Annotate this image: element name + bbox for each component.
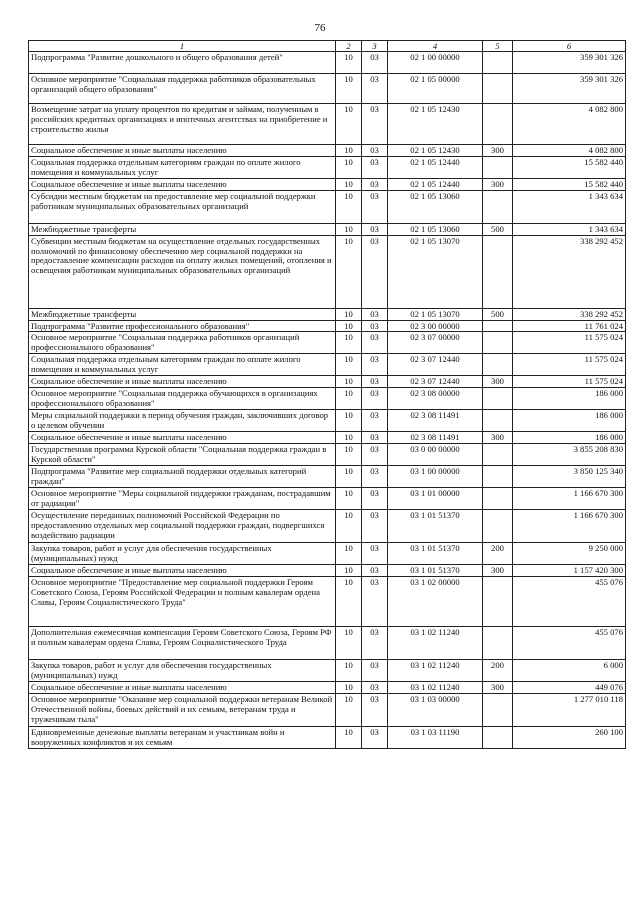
row-name: Субсидии местным бюджетам на предоставление мер социальной поддержки работникам муниципальных образовательных организаций <box>29 190 336 223</box>
row-amount: 15 582 440 <box>513 178 626 190</box>
row-subsection: 03 <box>362 726 388 748</box>
row-expense-type <box>483 726 513 748</box>
row-section: 10 <box>336 410 362 432</box>
row-amount: 455 076 <box>513 577 626 627</box>
row-name: Меры социальной поддержки в период обучения граждан, заключивших договор о целевом обучении <box>29 410 336 432</box>
row-name: Дополнительная ежемесячная компенсация Героям Советского Союза, Героям РФ и полным кавалерам ордена Славы, Героям Социалистического Труда <box>29 627 336 660</box>
header-col-section: 2 <box>336 41 362 52</box>
row-name: Подпрограмма "Развитие мер социальной поддержки отдельных категорий граждан" <box>29 466 336 488</box>
row-section: 10 <box>336 178 362 190</box>
row-section: 10 <box>336 432 362 444</box>
table-row <box>29 308 626 320</box>
table-row <box>29 510 626 543</box>
row-expense-type <box>483 488 513 510</box>
row-item-code: 02 3 08 00000 <box>388 388 483 410</box>
row-expense-type <box>483 332 513 354</box>
row-subsection: 03 <box>362 178 388 190</box>
row-name: Основное мероприятие "Предоставление мер социальной поддержки Героям Советского Союза, Героям Российской Федерации и полным кавалерам ордена Славы, Героям Социалистического Труда" <box>29 577 336 627</box>
row-subsection: 03 <box>362 235 388 308</box>
row-subsection: 03 <box>362 52 388 74</box>
row-item-code: 02 1 05 13070 <box>388 308 483 320</box>
row-item-code: 02 1 05 13060 <box>388 190 483 223</box>
row-item-code: 03 1 03 11190 <box>388 726 483 748</box>
row-section: 10 <box>336 488 362 510</box>
table-row <box>29 432 626 444</box>
table-row <box>29 488 626 510</box>
row-item-code: 02 1 05 00000 <box>388 74 483 104</box>
row-item-code: 03 1 00 00000 <box>388 466 483 488</box>
header-col-item: 4 <box>388 41 483 52</box>
table-row <box>29 466 626 488</box>
row-amount: 1 166 670 300 <box>513 488 626 510</box>
row-subsection: 03 <box>362 354 388 376</box>
row-section: 10 <box>336 52 362 74</box>
row-section: 10 <box>336 320 362 332</box>
row-section: 10 <box>336 444 362 466</box>
table-row <box>29 235 626 308</box>
row-name: Основное мероприятие "Меры социальной поддержки гражданам, пострадавшим от радиации" <box>29 488 336 510</box>
row-subsection: 03 <box>362 376 388 388</box>
row-expense-type: 300 <box>483 565 513 577</box>
row-item-code: 02 1 05 12430 <box>388 145 483 157</box>
row-item-code: 02 3 07 12440 <box>388 376 483 388</box>
row-expense-type <box>483 190 513 223</box>
row-subsection: 03 <box>362 577 388 627</box>
row-amount: 1 157 420 300 <box>513 565 626 577</box>
row-expense-type <box>483 104 513 145</box>
row-expense-type: 300 <box>483 432 513 444</box>
table-row <box>29 74 626 104</box>
table-row <box>29 354 626 376</box>
row-name: Закупка товаров, работ и услуг для обеспечения государственных (муниципальных) нужд <box>29 543 336 565</box>
row-expense-type <box>483 577 513 627</box>
row-subsection: 03 <box>362 190 388 223</box>
row-section: 10 <box>336 354 362 376</box>
table-row <box>29 104 626 145</box>
header-col-expense-type: 5 <box>483 41 513 52</box>
row-name: Межбюджетные трансферты <box>29 223 336 235</box>
row-amount: 4 082 800 <box>513 104 626 145</box>
row-item-code: 02 3 07 00000 <box>388 332 483 354</box>
row-item-code: 02 1 05 12430 <box>388 104 483 145</box>
row-section: 10 <box>336 660 362 682</box>
row-section: 10 <box>336 104 362 145</box>
row-subsection: 03 <box>362 627 388 660</box>
row-expense-type <box>483 156 513 178</box>
table-row <box>29 627 626 660</box>
row-amount: 15 582 440 <box>513 156 626 178</box>
row-name: Социальная поддержка отдельным категориям граждан по оплате жилого помещения и коммунальных услуг <box>29 354 336 376</box>
row-section: 10 <box>336 627 362 660</box>
row-expense-type <box>483 410 513 432</box>
row-section: 10 <box>336 145 362 157</box>
row-subsection: 03 <box>362 320 388 332</box>
table-row <box>29 726 626 748</box>
table-row <box>29 190 626 223</box>
row-name: Единовременные денежные выплаты ветеранам и участникам войн и вооруженных конфликтов и их семьям <box>29 726 336 748</box>
table-row <box>29 543 626 565</box>
row-expense-type: 300 <box>483 682 513 694</box>
table-row <box>29 156 626 178</box>
row-amount: 11 575 024 <box>513 376 626 388</box>
row-amount: 338 292 452 <box>513 308 626 320</box>
row-item-code: 03 0 00 00000 <box>388 444 483 466</box>
row-expense-type <box>483 510 513 543</box>
row-name: Основное мероприятие "Оказание мер социальной поддержки ветеранам Великой Отечественной войны, боевых действий и их семьям, ветеранам труда и труженикам тыла" <box>29 693 336 726</box>
row-name: Социальная поддержка отдельным категориям граждан по оплате жилого помещения и коммунальных услуг <box>29 156 336 178</box>
row-amount: 1 277 010 118 <box>513 693 626 726</box>
row-section: 10 <box>336 308 362 320</box>
row-item-code: 02 3 00 00000 <box>388 320 483 332</box>
row-item-code: 02 3 08 11491 <box>388 410 483 432</box>
row-subsection: 03 <box>362 332 388 354</box>
row-amount: 6 000 <box>513 660 626 682</box>
row-subsection: 03 <box>362 466 388 488</box>
table-row <box>29 178 626 190</box>
row-section: 10 <box>336 74 362 104</box>
row-amount: 9 250 000 <box>513 543 626 565</box>
row-name: Государственная программа Курской области "Социальная поддержка граждан в Курской области" <box>29 444 336 466</box>
table-row <box>29 332 626 354</box>
row-expense-type <box>483 388 513 410</box>
row-name: Осуществление переданных полномочий Российской Федерации по предоставлению отдельных мер социальной поддержки граждан, подвергшихся воздействию радиации <box>29 510 336 543</box>
table-row <box>29 223 626 235</box>
row-subsection: 03 <box>362 223 388 235</box>
row-subsection: 03 <box>362 145 388 157</box>
row-amount: 1 343 634 <box>513 223 626 235</box>
table-row <box>29 444 626 466</box>
row-section: 10 <box>336 682 362 694</box>
row-amount: 1 343 634 <box>513 190 626 223</box>
table-row <box>29 145 626 157</box>
row-amount: 11 575 024 <box>513 354 626 376</box>
row-amount: 11 761 024 <box>513 320 626 332</box>
row-name: Социальное обеспечение и иные выплаты населению <box>29 376 336 388</box>
row-expense-type: 300 <box>483 376 513 388</box>
row-section: 10 <box>336 223 362 235</box>
row-item-code: 02 1 00 00000 <box>388 52 483 74</box>
row-item-code: 02 1 05 12440 <box>388 156 483 178</box>
row-section: 10 <box>336 156 362 178</box>
table-row <box>29 577 626 627</box>
table-row <box>29 660 626 682</box>
row-item-code: 03 1 02 11240 <box>388 660 483 682</box>
row-subsection: 03 <box>362 682 388 694</box>
row-amount: 359 301 326 <box>513 52 626 74</box>
table-row <box>29 410 626 432</box>
page-number: 76 <box>314 22 326 34</box>
row-item-code: 03 1 01 51370 <box>388 543 483 565</box>
row-expense-type: 200 <box>483 543 513 565</box>
row-name: Основное мероприятие "Социальная поддержка работников организаций профессионального образования" <box>29 332 336 354</box>
row-amount: 1 166 670 300 <box>513 510 626 543</box>
row-section: 10 <box>336 726 362 748</box>
budget-table <box>28 40 626 749</box>
row-item-code: 03 1 03 00000 <box>388 693 483 726</box>
row-name: Возмещение затрат на уплату процентов по кредитам и займам, полученным в российских кредитных организациях и ипотечных агентствах на приобретение и строительство жилья <box>29 104 336 145</box>
row-expense-type: 300 <box>483 145 513 157</box>
row-amount: 3 855 208 830 <box>513 444 626 466</box>
row-section: 10 <box>336 235 362 308</box>
row-subsection: 03 <box>362 444 388 466</box>
row-subsection: 03 <box>362 308 388 320</box>
row-expense-type <box>483 444 513 466</box>
row-subsection: 03 <box>362 660 388 682</box>
row-subsection: 03 <box>362 488 388 510</box>
row-item-code: 03 1 01 51370 <box>388 565 483 577</box>
row-expense-type <box>483 354 513 376</box>
row-section: 10 <box>336 543 362 565</box>
table-row <box>29 565 626 577</box>
row-subsection: 03 <box>362 693 388 726</box>
row-item-code: 03 1 01 00000 <box>388 488 483 510</box>
row-subsection: 03 <box>362 156 388 178</box>
row-subsection: 03 <box>362 410 388 432</box>
table-row <box>29 682 626 694</box>
row-expense-type <box>483 466 513 488</box>
row-section: 10 <box>336 466 362 488</box>
table-row <box>29 320 626 332</box>
row-name: Основное мероприятие "Социальная поддержка работников образовательных организаций общего образования" <box>29 74 336 104</box>
row-amount: 186 000 <box>513 410 626 432</box>
row-name: Социальное обеспечение и иные выплаты населению <box>29 682 336 694</box>
row-item-code: 02 1 05 12440 <box>388 178 483 190</box>
table-row <box>29 376 626 388</box>
row-item-code: 02 3 08 11491 <box>388 432 483 444</box>
row-amount: 11 575 024 <box>513 332 626 354</box>
row-expense-type: 500 <box>483 308 513 320</box>
row-item-code: 03 1 02 11240 <box>388 682 483 694</box>
row-amount: 359 301 326 <box>513 74 626 104</box>
row-item-code: 03 1 01 51370 <box>388 510 483 543</box>
row-subsection: 03 <box>362 388 388 410</box>
row-item-code: 03 1 02 11240 <box>388 627 483 660</box>
row-expense-type <box>483 693 513 726</box>
header-col-name: 1 <box>29 41 336 52</box>
row-subsection: 03 <box>362 510 388 543</box>
row-section: 10 <box>336 332 362 354</box>
row-amount: 4 082 800 <box>513 145 626 157</box>
row-expense-type: 300 <box>483 178 513 190</box>
row-subsection: 03 <box>362 543 388 565</box>
row-name: Подпрограмма "Развитие профессионального образования" <box>29 320 336 332</box>
row-item-code: 03 1 02 00000 <box>388 577 483 627</box>
row-section: 10 <box>336 565 362 577</box>
row-name: Социальное обеспечение и иные выплаты населению <box>29 145 336 157</box>
row-amount: 338 292 452 <box>513 235 626 308</box>
row-expense-type: 200 <box>483 660 513 682</box>
row-name: Субвенции местным бюджетам на осуществление отдельных государственных полномочий по финансовому обеспечению мер социальной поддержки на предоставление компенсации расходов на оплату жилых помещений, отопления и освещения работникам муниципальных образовательных организаций <box>29 235 336 308</box>
row-name: Основное мероприятие "Социальная поддержка обучающихся в организациях профессионального образования" <box>29 388 336 410</box>
row-section: 10 <box>336 510 362 543</box>
row-name: Социальное обеспечение и иные выплаты населению <box>29 432 336 444</box>
row-amount: 260 100 <box>513 726 626 748</box>
table-header-row <box>29 41 626 52</box>
row-section: 10 <box>336 693 362 726</box>
row-name: Закупка товаров, работ и услуг для обеспечения государственных (муниципальных) нужд <box>29 660 336 682</box>
row-section: 10 <box>336 190 362 223</box>
row-subsection: 03 <box>362 104 388 145</box>
table-body <box>29 52 626 749</box>
row-amount: 449 076 <box>513 682 626 694</box>
header-col-subsection: 3 <box>362 41 388 52</box>
row-name: Социальное обеспечение и иные выплаты населению <box>29 565 336 577</box>
row-expense-type <box>483 52 513 74</box>
table-row <box>29 693 626 726</box>
table-row <box>29 52 626 74</box>
row-name: Социальное обеспечение и иные выплаты населению <box>29 178 336 190</box>
row-amount: 455 076 <box>513 627 626 660</box>
row-section: 10 <box>336 577 362 627</box>
row-name: Межбюджетные трансферты <box>29 308 336 320</box>
row-expense-type <box>483 235 513 308</box>
row-item-code: 02 1 05 13070 <box>388 235 483 308</box>
row-amount: 186 000 <box>513 388 626 410</box>
row-amount: 3 850 125 340 <box>513 466 626 488</box>
row-amount: 186 000 <box>513 432 626 444</box>
row-subsection: 03 <box>362 74 388 104</box>
row-expense-type <box>483 320 513 332</box>
row-name: Подпрограмма "Развитие дошкольного и общего образования детей" <box>29 52 336 74</box>
header-col-amount: 6 <box>513 41 626 52</box>
row-section: 10 <box>336 388 362 410</box>
row-item-code: 02 1 05 13060 <box>388 223 483 235</box>
row-expense-type: 500 <box>483 223 513 235</box>
row-expense-type <box>483 74 513 104</box>
row-item-code: 02 3 07 12440 <box>388 354 483 376</box>
table-row <box>29 388 626 410</box>
row-subsection: 03 <box>362 432 388 444</box>
row-section: 10 <box>336 376 362 388</box>
row-subsection: 03 <box>362 565 388 577</box>
row-expense-type <box>483 627 513 660</box>
